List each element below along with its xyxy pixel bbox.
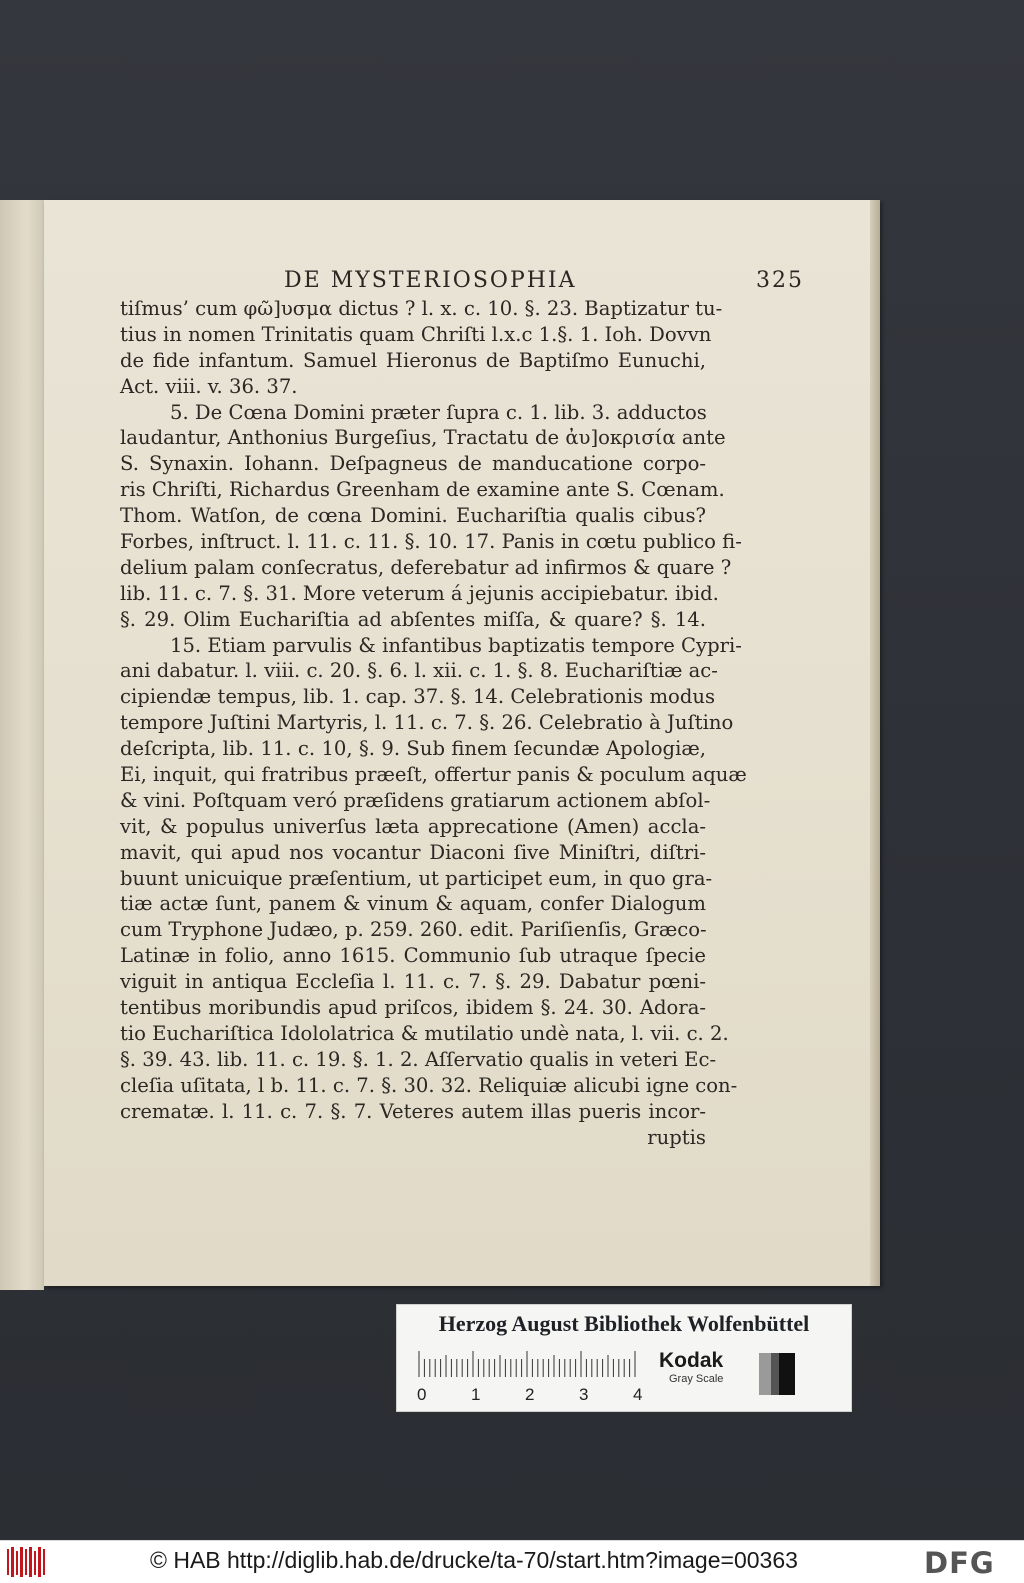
text-line: Forbes, inſtruct. l. 11. c. 11. §. 10. 17. Panis in cœtu publico fi- — [120, 530, 742, 554]
source-link[interactable]: © HAB http://diglib.hab.de/drucke/ta-70/start.htm?image=00363 — [150, 1547, 798, 1573]
running-title: DE MYSTERIOSOPHIA — [284, 268, 577, 293]
text-line: ruptis — [647, 1125, 706, 1149]
text-line: crematæ. l. 11. c. 7. §. 7. Veteres autem illas pueris incor- — [120, 1099, 706, 1123]
text-line: §. 39. 43. lib. 11. c. 19. §. 1. 2. Aſſervatio qualis in veteri Ec- — [120, 1047, 717, 1071]
text-line: tentibus moribundis apud priſcos, ibidem §. 24. 30. Adora- — [120, 996, 706, 1020]
text-line: vit, & populus univerſus læta apprecatione (Amen) accla- — [120, 814, 706, 838]
text-line: viguit in antiqua Eccleſia l. 11. c. 7. §. 29. Dabatur pœni- — [120, 970, 706, 994]
scale-number: 3 — [579, 1385, 589, 1404]
text-line: ris Chriſti, Richardus Greenham de examine ante S. Cœnam. — [120, 478, 725, 502]
text-block — [120, 296, 747, 1150]
library-name: Herzog August Bibliothek Wolfenbüttel — [438, 1311, 810, 1336]
text-line: laudantur, Anthonius Burgeſius, Tractatu de ἀυ]οκρισία ante — [120, 426, 726, 450]
text-line: mavit, qui apud nos vocantur Diaconi ſive Miniſtri, diſtri- — [120, 840, 706, 864]
text-line: ani dabatur. l. viii. c. 20. §. 6. l. xii. c. 1. §. 8. Euchariſtiæ ac- — [120, 659, 718, 683]
text-line: delium palam conſecratus, deferebatur ad infirmos & quare ? — [120, 555, 732, 579]
color-target — [396, 1304, 852, 1412]
scale-number: 4 — [633, 1385, 643, 1404]
text-line: cleſia uſitata, l b. 11. c. 7. §. 30. 32. Reliquiæ alicubi igne con- — [120, 1073, 738, 1097]
text-line: S. Synaxin. Iohann. Deſpagneus de manducatione corpo- — [120, 452, 706, 476]
text-line: deſcripta, lib. 11. c. 10, §. 9. Sub finem ſecundæ Apologiæ, — [120, 737, 706, 761]
text-line: cipiendæ tempus, lib. 1. cap. 37. §. 14. Celebrationis modus — [120, 685, 716, 709]
scale-number: 1 — [471, 1385, 481, 1404]
text-line: §. 29. Olim Euchariſtia ad abſentes miſſa, & quare? §. 14. — [120, 607, 706, 631]
text-line: & vini. Poſtquam veró præſidens gratiarum actionem abſol- — [120, 788, 711, 812]
dfg-logo: DFG — [924, 1546, 995, 1580]
running-head — [284, 268, 804, 298]
kodak-logo: Kodak — [659, 1349, 724, 1372]
text-line: Latinæ in folio, anno 1615. Communio ſub utraque ſpecie — [120, 944, 706, 968]
text-line: 15. Etiam parvulis & infantibus baptizatis tempore Cypri- — [170, 633, 742, 657]
text-line: tiæ actæ ſunt, panem & vinum & aquam, confer Dialogum — [120, 892, 706, 916]
barcode-logo-icon — [6, 1545, 46, 1579]
book-page — [44, 200, 880, 1286]
facing-page-edge — [0, 200, 46, 1290]
text-line: buunt unicuique præſentium, ut participet eum, in quo gra- — [120, 866, 713, 890]
page-number: 325 — [756, 268, 804, 293]
text-line: de fide infantum. Samuel Hieronus de Baptiſmo Eunuchi, — [120, 348, 706, 372]
text-line: tius in nomen Trinitatis quam Chriſti l.x.c 1.§. 1. Ioh. Dovvn — [120, 322, 712, 346]
scale-ruler — [417, 1351, 639, 1379]
gray-scale-patch — [759, 1353, 795, 1395]
scale-number: 2 — [525, 1385, 535, 1404]
text-line: Ei, inquit, qui fratribus præeſt, offertur panis & poculum aquæ — [120, 763, 747, 787]
page-edge — [870, 200, 880, 1286]
kodak-subtitle: Gray Scale — [669, 1373, 724, 1385]
text-line: Thom. Watſon, de cœna Domini. Euchariſtia qualis cibus? — [120, 504, 706, 528]
text-line: cum Tryphone Judæo, p. 259. 260. edit. Pariſienſis, Græco- — [120, 918, 707, 942]
footer-bar — [0, 1540, 1024, 1583]
text-line: Act. viii. v. 36. 37. — [120, 374, 298, 398]
text-line: tiſmus’ cum φῶ]υσμα dictus ? l. x. c. 10. §. 23. Baptizatur tu- — [120, 297, 723, 320]
text-line: lib. 11. c. 7. §. 31. More veterum á jejunis accipiebatur. ibid. — [120, 581, 719, 605]
text-line: 5. De Cœna Domini præter ſupra c. 1. lib. 3. adductos — [170, 400, 707, 424]
text-line: tempore Juſtini Martyris, l. 11. c. 7. §. 26. Celebratio à Juſtino — [120, 711, 734, 735]
scale-number: 0 — [417, 1385, 427, 1404]
text-line: tio Euchariſtica Idololatrica & mutilatio undè nata, l. vii. c. 2. — [120, 1021, 729, 1045]
